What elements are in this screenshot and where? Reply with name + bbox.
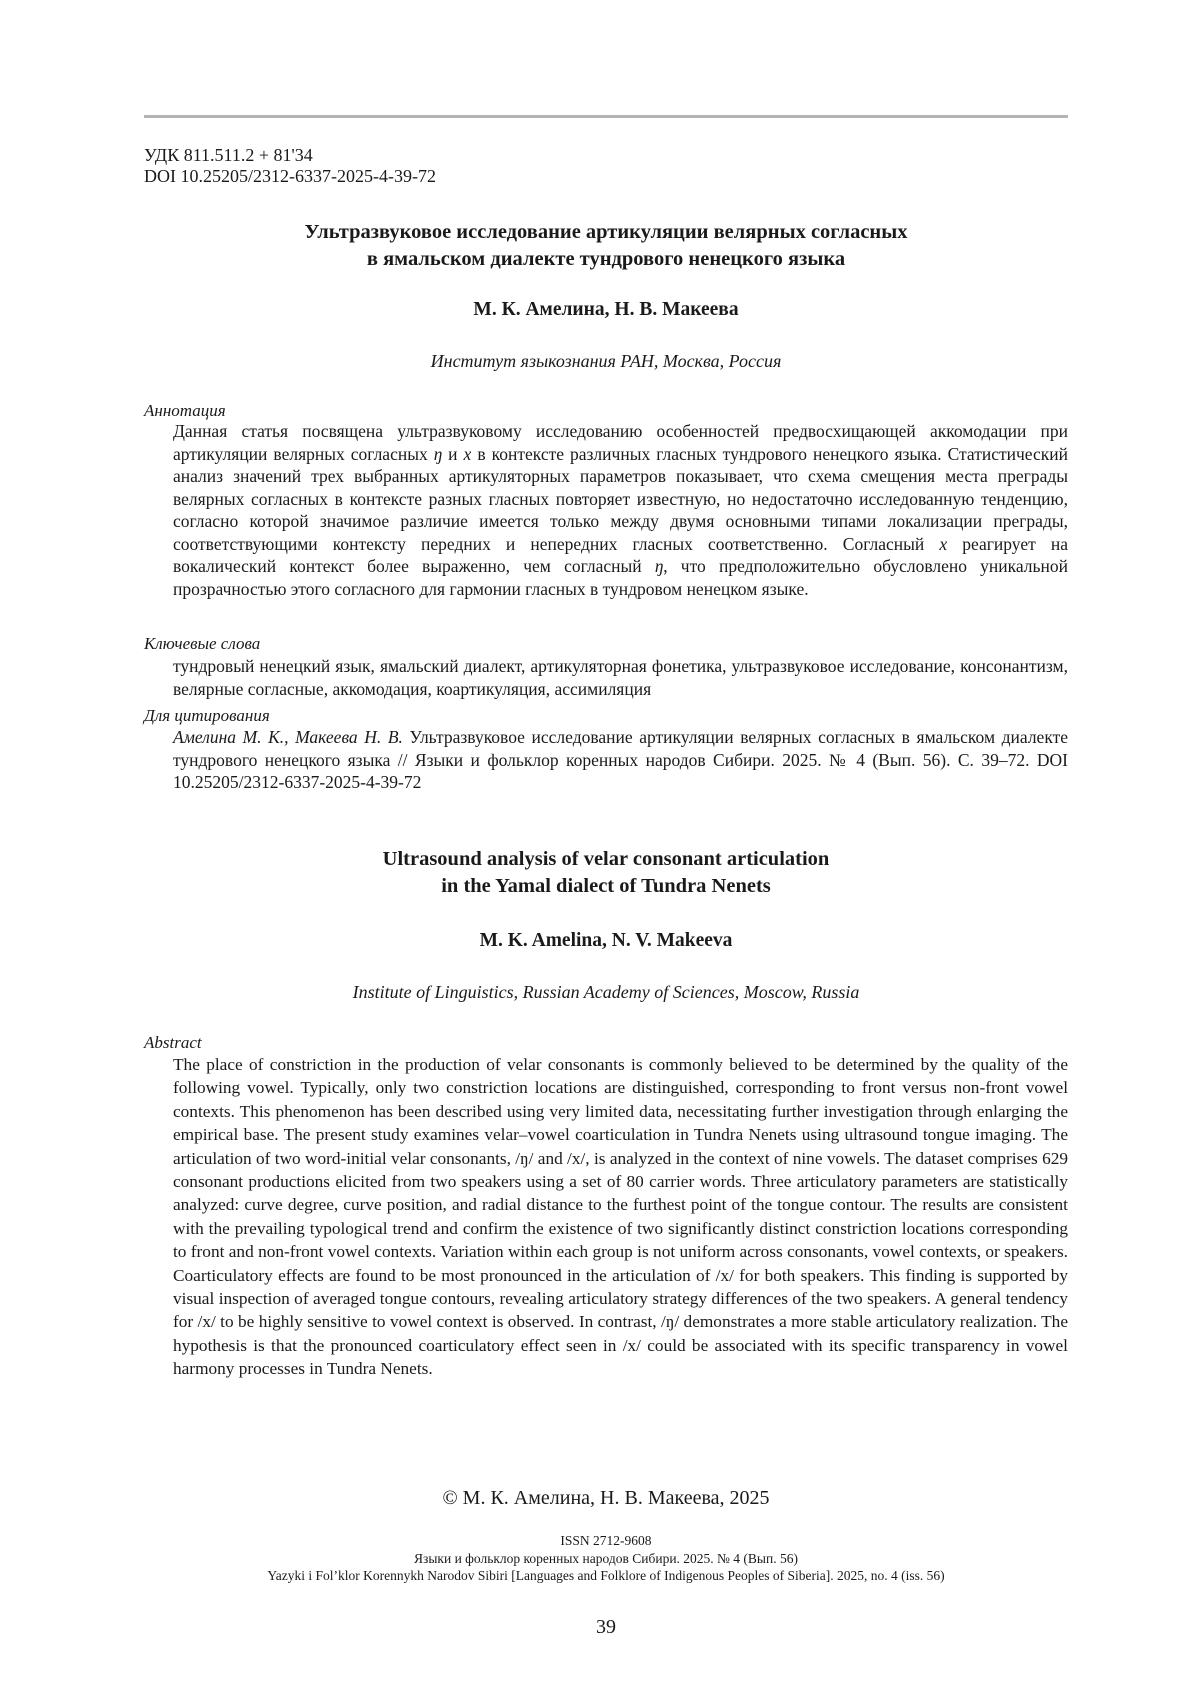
ru-citation (173, 726, 1068, 794)
ru-title (144, 219, 1068, 273)
ru-abstract-symbol: ŋ (654, 556, 664, 576)
page-number: 39 (596, 1616, 616, 1638)
en-abstract: The place of constriction in the production of velar consonants is commonly believed to be determined by the quality of the following vowel. Typically, only two constriction locations are distinguished, corresponding to front versus non-front vowel contexts. This phenomenon has been described using very limited data, necessitating further investigation through enlarging the empirical base. The present study examines velar–vowel coarticulation in Tundra Nenets using ultrasound tongue imaging. The articulation of two word-initial velar consonants, /ŋ/ and /x/, is analyzed in the context of nine vowels. The dataset comprises 629 consonant productions elicited from two speakers using a set of 80 carrier words. Three articulatory parameters are statistically analyzed: curve degree, curve position, and radial distance to the furthest point of the tongue contour. The results are consistent with the prevailing typological trend and confirm the existence of two significantly distinct constriction locations corresponding to front and non-front vowel contexts. Variation within each group is not uniform across consonants, vowel contexts, or speakers. Coarticulatory effects are found to be most pronounced in the articulation of /x/ for both speakers. This finding is supported by visual inspection of averaged tongue contours, revealing articulatory strategy differences of the two speakers. A general tendency for /x/ to be highly sensitive to vowel context is observed. In contrast, /ŋ/ demonstrates a more stable articulatory realization. The hypothesis is that the pronounced coarticulatory effect seen in /x/ could be associated with its specific transparency in vowel harmony processes in Tundra Nenets. (173, 1055, 1068, 1379)
en-affiliation: Institute of Linguistics, Russian Academy of Sciences, Moscow, Russia (352, 982, 860, 1002)
ru-citation-label: Для цитирования (144, 706, 270, 725)
udc-code: УДК 811.511.2 + 81'34 (144, 145, 313, 165)
footer-journal-en: Yazyki i Fol’klor Korennykh Narodov Sibiri [Languages and Folklore of Indigenous Peoples of Siberia]. 2025, no. 4 (iss. 56) (267, 1568, 945, 1583)
ru-abstract-label: Аннотация (144, 401, 226, 420)
en-authors: M. K. Amelina, N. V. Makeeva (479, 930, 733, 951)
en-title (144, 846, 1068, 900)
ru-authors: М. К. Амелина, Н. В. Макеева (473, 299, 739, 320)
en-title-line1: Ultrasound analysis of velar consonant articulation (382, 848, 830, 870)
en-title-line2: in the Yamal dialect of Tundra Nenets (441, 875, 771, 897)
ru-abstract-symbol: x (463, 443, 472, 464)
ru-title-line1: Ультразвуковое исследование артикуляции велярных согласных (304, 221, 908, 243)
ru-keywords-label: Ключевые слова (144, 634, 261, 653)
ru-abstract-symbol: x (939, 533, 948, 554)
footer-journal-ru: Языки и фольклор коренных народов Сибири. 2025. № 4 (Вып. 56) (414, 1551, 798, 1566)
ru-affiliation: Институт языкознания РАН, Москва, Россия (430, 351, 782, 371)
ru-title-line2: в ямальском диалекте тундрового ненецкого языка (366, 248, 846, 270)
ru-citation-text: Ультразвуковое исследование артикуляции велярных согласных в ямальском диалекте тундрового ненецкого языка // Языки и фольклор коренных народов Сибири. 2025. № 4 (Вып. 56). С. 39–72. DOI 10.25205/2312-6337-2025-4-39-72 (173, 727, 1069, 792)
ru-abstract-part: в контексте различных гласных тундрового ненецкого языка. Статистический анализ значений трех выбранных артикуляторных параметров показывает, что схема смещения места преграды велярных согласных в контексте разных гласных повторяет известную, но недостаточно исследованную тенденцию, согласно которой значимое различие имеется только между двумя основными типами локализации преграды, соответствующими контексту передних и непередних гласных соответственно. Согласный (173, 443, 1068, 554)
doi: DOI 10.25205/2312-6337-2025-4-39-72 (144, 166, 436, 186)
ru-keywords: тундровый ненецкий язык, ямальский диалект, артикуляторная фонетика, ультразвуковое исследование, консонантизм, велярные согласные, аккомодация, коартикуляция, ассимиляция (173, 656, 1068, 699)
ru-abstract-part: Данная статья посвящена ультразвуковому исследованию особенностей предвосхищающей аккомодации при артикуляции велярных согласных (173, 421, 1068, 464)
article-meta (144, 145, 436, 187)
copyright: © М. К. Амелина, Н. В. Макеева, 2025 (442, 1487, 770, 1509)
top-rule (144, 115, 1068, 118)
ru-abstract-part: , что предположительно обусловлено уникальной прозрачностью этого согласного для гармонии гласных в тундровом ненецком языке. (173, 556, 1068, 599)
ru-abstract-symbol: ŋ (433, 443, 443, 464)
ru-abstract (173, 420, 1068, 600)
ru-abstract-part: реагирует на вокалический контекст более выраженно, чем согласный (173, 533, 1068, 576)
ru-abstract-part: и (442, 443, 464, 464)
footer-issn: ISSN 2712-9608 (560, 1533, 652, 1548)
en-abstract-label: Abstract (144, 1033, 202, 1052)
ru-citation-authors: Амелина М. К., Макеева Н. В. (173, 727, 403, 747)
